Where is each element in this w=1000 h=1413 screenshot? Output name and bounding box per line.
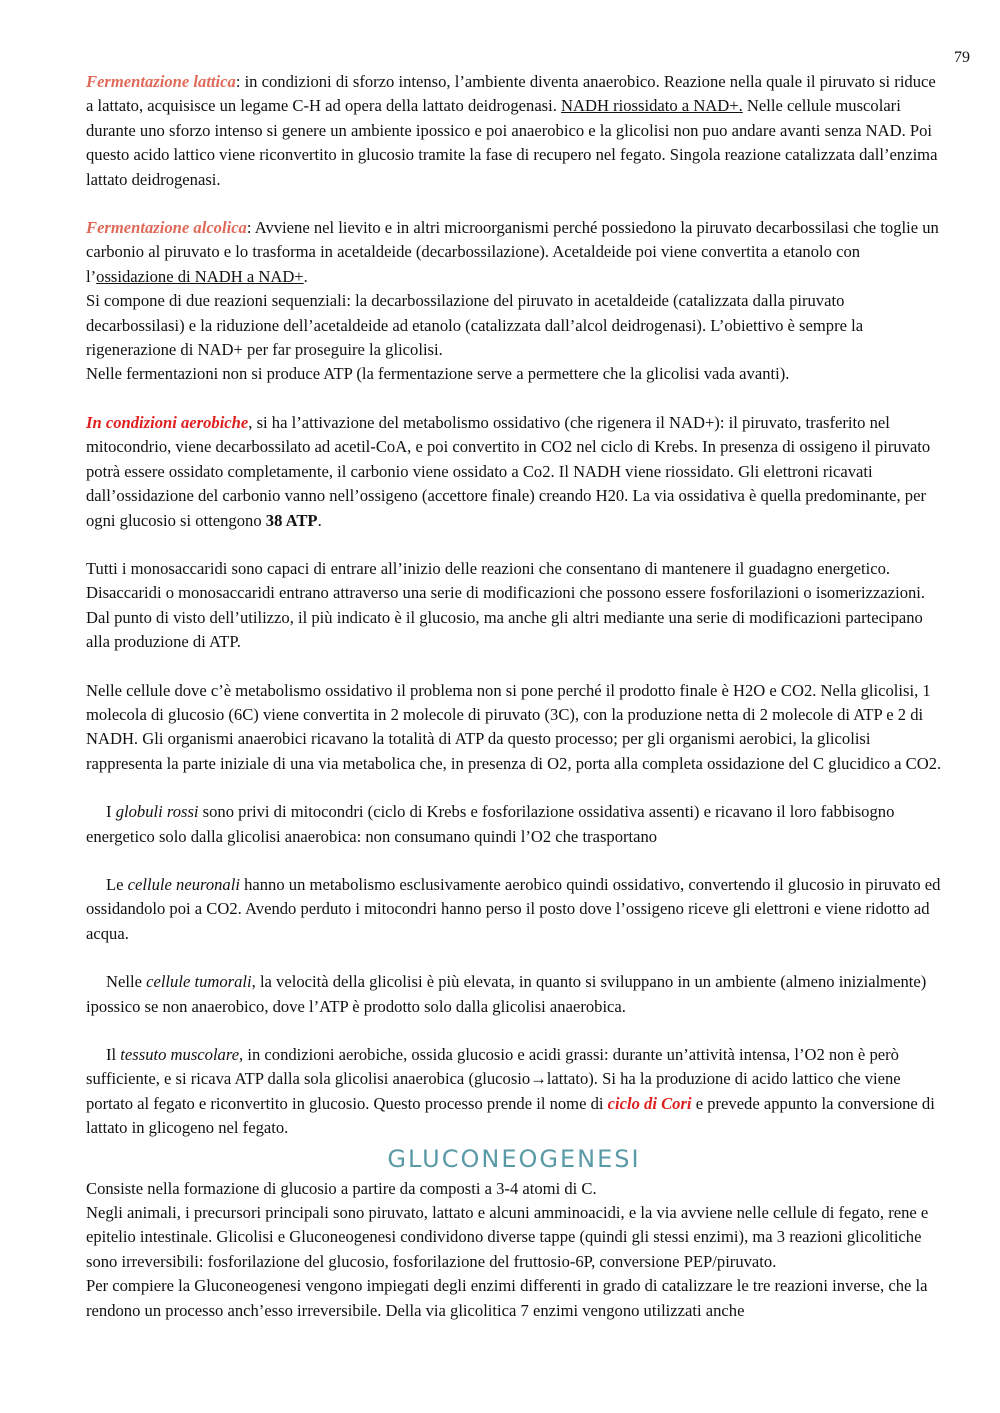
paragraph-cellule-tumorali: [86, 970, 942, 1019]
paragraph-fermentazione-lattica: [86, 70, 942, 192]
page-number: 79: [954, 49, 970, 66]
section-heading-gluconeogenesi: GLUCONEOGENESI: [387, 1144, 641, 1173]
paragraph-metabolismo-ossidativo: Nelle cellule dove c’è metabolismo ossidativo il problema non si pone perché il prodotto finale è H2O e CO2. Nella glicolisi, 1 molecola di glucosio (6C) viene convertita in 2 molecole di piruvato (3C), con la produzione netta di 2 molecole di ATP e 2 di NADH. Gli organismi anaerobici ricavano la totalità di ATP da questo processo; per gli organismi aerobici, la glicolisi rappresenta la parte iniziale di una via metabolica che, in presenza di O2, porta alla completa ossidazione del C glucidico a CO2.: [86, 680, 942, 773]
paragraph-line: Si compone di due reazioni sequenziali: la decarbossilazione del piruvato in acetaldeide (catalizzata dalla piruvato decarbossilasi) e la riduzione dell’acetaldeide ad etanolo (catalizzata dall’alcol deidrogenasi). L’obiettivo è sempre la rigenerazione di NAD+ per far proseguire la glicolisi.: [86, 291, 864, 360]
page-content: [86, 70, 942, 1323]
paragraph-text: Le: [106, 874, 128, 894]
paragraph-text: , si ha l’attivazione del metabolismo ossidativo (che rigenera il NAD+): il piruvato, trasferito nel mitocondrio, viene decarbossilato ad acetil-CoA, e poi convertito in CO2 nel ciclo di Krebs. In presenza di ossigeno il piruvato potrà essere ossidato completamente, il carbonio viene ossidato a Co2. Il NADH viene riossidato. Gli elettroni ricavati dall’ossidazione del carbonio vanno nell’ossigeno (accettore finale) creando H20. La via ossidativa è quella predominante, per ogni glucosio si ottengono: [86, 412, 931, 530]
term-fermentazione-alcolica: Fermentazione alcolica: [86, 218, 247, 238]
italic-term: tessuto muscolare,: [120, 1045, 244, 1064]
paragraph-gluconeogenesi-enzimi: Per compiere la Gluconeogenesi vengono impiegati degli enzimi differenti in grado di catalizzare le tre reazioni inverse, che la rendono un processo anch’esso irreversibile. Della via glicolitica 7 enzimi vengono utilizzati anche: [86, 1276, 928, 1320]
italic-term: globuli rossi: [115, 802, 199, 822]
paragraph-condizioni-aerobiche: [86, 411, 942, 533]
italic-term: cellule tumorali: [146, 972, 252, 992]
paragraph-monosaccaridi: Tutti i monosaccaridi sono capaci di entrare all’inizio delle reazioni che consentano di mantenere il guadagno energetico. Disaccaridi o monosaccaridi entrano attraverso una serie di modificazioni che possono essere fosforilazioni o isomerizzazioni. Dal punto di visto dell’utilizzo, il più indicato è il glucosio, ma anche gli altri mediante una serie di modificazioni partecipano alla produzione di ATP.: [86, 558, 926, 652]
paragraph-tessuto-muscolare: [86, 1043, 942, 1141]
paragraph-globuli-rossi: [86, 800, 942, 849]
paragraph-text: in condizioni aerobiche, ossida glucosio e acidi grassi: durante un’attività intensa, l’O2 non è però sufficiente, e si ricava ATP dalla sola glicolisi anaerobica (glucosio→lattato). Si ha la produzione di acido lattico che viene portato al fegato e riconvertito in glucosio. Questo processo prende il nome di: [86, 1045, 901, 1113]
paragraph-gluconeogenesi-definizione: Consiste nella formazione di glucosio a partire da composti a 3-4 atomi di C.: [86, 1178, 597, 1198]
paragraph-text: sono privi di mitocondri (ciclo di Krebs e fosforilazione ossidativa assenti) e ricavano il loro fabbisogno energetico solo dalla glicolisi anaerobica: non consumano quindi l’O2 che trasportano: [86, 802, 895, 846]
paragraph-text: Nelle cellule muscolari durante uno sforzo intenso si genere un ambiente ipossico e poi anaerobico e la glicolisi non puo andare avanti senza NAD. Poi questo acido lattico viene riconvertito in glucosio tramite la fase di recupero nel fegato. Singola reazione catalizzata dall’enzima lattato deidrogenasi.: [86, 96, 938, 189]
bold-text: 38 ATP: [265, 510, 318, 530]
paragraph-text: Nelle: [106, 972, 147, 992]
italic-term: cellule neuronali: [127, 874, 240, 894]
paragraph-text: Il: [106, 1045, 121, 1064]
paragraph-text: .: [303, 266, 308, 286]
term-condizioni-aerobiche: In condizioni aerobiche: [86, 412, 249, 432]
paragraph-text: : Avviene nel lievito e in altri microorganismi perché possiedono la piruvato decarbossilasi che toglie un carbonio al piruvato e lo trasforma in acetaldeide (decarbossilazione). Acetaldeide poi viene convertita a etanolo con l’: [86, 218, 939, 286]
term-fermentazione-lattica: Fermentazione lattica: [86, 72, 236, 91]
paragraph-text: I: [106, 802, 116, 822]
paragraph-text: , la velocità della glicolisi è più elevata, in quanto si sviluppano in un ambiente (almeno inizialmente) ipossico se non anaerobico, dove l’ATP è prodotto solo dalla glicolisi anaerobica.: [86, 972, 927, 1016]
paragraph-gluconeogenesi-precursori: Negli animali, i precursori principali sono piruvato, lattato e alcuni amminoacidi, e la via avviene nelle cellule di fegato, rene e epitelio intestinale. Glicolisi e Gluconeogenesi condividono diverse tappe (quindi gli stessi enzimi), ma 3 reazioni glicolitiche sono irreversibili: fosforilazione del glucosio, fosforilazione del fruttosio-6P, conversione PEP/piruvato.: [86, 1203, 929, 1271]
paragraph-line: Nelle fermentazioni non si produce ATP (la fermentazione serve a permettere che la glicolisi vada avanti).: [86, 364, 790, 384]
paragraph-cellule-neuronali: [86, 873, 942, 946]
paragraph-text: : in condizioni di sforzo intenso, l’ambiente diventa anaerobico. Reazione nella quale il piruvato si riduce a lattato, acquisisce un legame C-H ad opera della lattato deidrogenasi.: [86, 72, 936, 116]
term-ciclo-di-cori: ciclo di Cori: [607, 1093, 692, 1113]
paragraph-text: .: [317, 510, 322, 530]
underlined-text: NADH riossidato a NAD+.: [561, 96, 743, 116]
underlined-text: ossidazione di NADH a NAD+: [96, 266, 304, 286]
paragraph-fermentazione-alcolica: [86, 216, 942, 289]
paragraph-text: hanno un metabolismo esclusivamente aerobico quindi ossidativo, convertendo il glucosio in piruvato ed ossidandolo poi a CO2. Avendo perduto i mitocondri hanno perso il posto dove l’ossigeno riceve gli elettroni e viene ridotto ad acqua.: [86, 874, 941, 943]
paragraph-text: e prevede appunto la conversione di lattato in glicogeno nel fegato.: [86, 1093, 935, 1138]
